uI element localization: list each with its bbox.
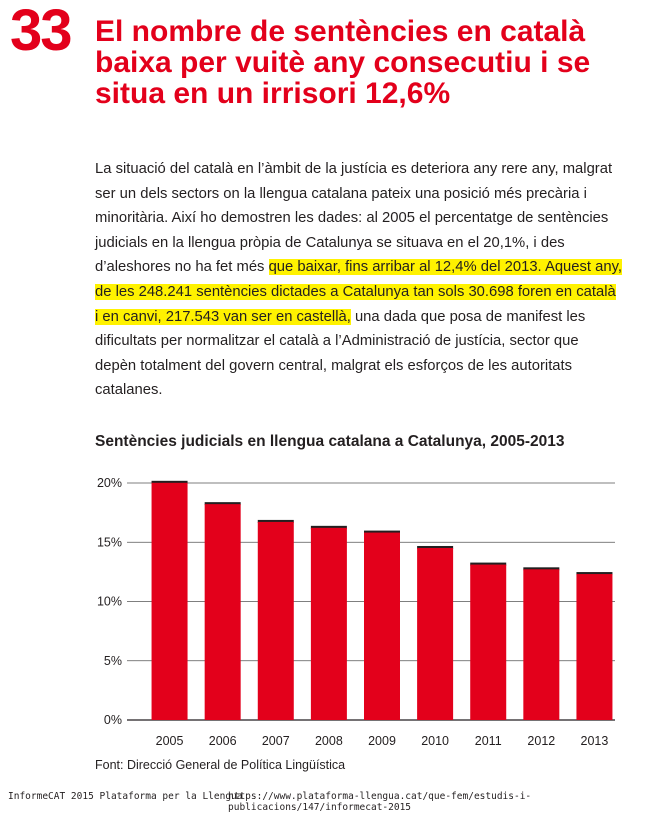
bar bbox=[205, 504, 241, 720]
y-tick-label: 0% bbox=[103, 713, 122, 727]
bar bbox=[364, 533, 400, 720]
section-number: 33 bbox=[10, 0, 71, 63]
x-tick-label: 2009 bbox=[368, 734, 396, 748]
bar bbox=[523, 569, 559, 720]
bar bbox=[576, 574, 612, 720]
x-tick-label: 2008 bbox=[314, 734, 343, 748]
footer-publication: InformeCAT 2015 Plataforma per la Llengua bbox=[8, 791, 243, 802]
bar bbox=[311, 528, 347, 720]
bar bbox=[470, 565, 506, 720]
footer-url: https://www.plataforma-llengua.cat/que-fem/estudis-i-publicacions/147/informecat-2015 bbox=[228, 791, 532, 813]
y-tick-label: 15% bbox=[96, 535, 122, 550]
x-tick-label: 2013 bbox=[580, 734, 609, 748]
page-title: El nombre de sentències en català baixa per vuitè any consecutiu i se situa en un irrisori 12,6% bbox=[95, 15, 591, 110]
chart-title: Sentències judicials en llengua catalana a Catalunya, 2005-2013 bbox=[95, 433, 565, 450]
x-tick-label: 2012 bbox=[527, 734, 556, 748]
x-tick-label: 2010 bbox=[421, 734, 450, 748]
x-tick-label: 2006 bbox=[208, 734, 237, 748]
x-tick-label: 2011 bbox=[474, 734, 502, 748]
x-tick-label: 2007 bbox=[261, 734, 290, 748]
x-tick-label: 2005 bbox=[155, 734, 184, 748]
highlighted-text: que baixar, fins arribar al 12,4% del 2013. Aquest any, de les 248.241 sentències dictades a Catalunya tan sols 30.698 foren en català i en canvi, 217.543 van ser en castellà, bbox=[95, 259, 622, 325]
chart-source: Font: Direcció General de Política Lingüística bbox=[95, 758, 346, 772]
body-text-start: La situació del català en l’àmbit de la justícia es deteriora any rere any, malgrat ser un dels sectors on la llengua catalana pateix una posició més precària i minoritària. Així ho demostren les dades: al 2005 el percentatge de sentències judicials en la llengua pròpia de Catalunya se situava en el 20,1%, i des d’aleshores no ha fet més bbox=[95, 161, 613, 276]
body-text-end: una dada que posa de manifest les dificultats per normalitzar el català a l’Administració de justícia, sector que depèn totalment del govern central, malgrat els esforços de les autoritats catalanes. bbox=[95, 308, 586, 399]
y-tick-label: 5% bbox=[103, 653, 122, 668]
bar bbox=[417, 548, 453, 720]
y-tick-label: 10% bbox=[96, 594, 122, 609]
y-tick-label: 20% bbox=[96, 476, 122, 490]
bar bbox=[258, 522, 294, 720]
bar bbox=[152, 483, 188, 720]
